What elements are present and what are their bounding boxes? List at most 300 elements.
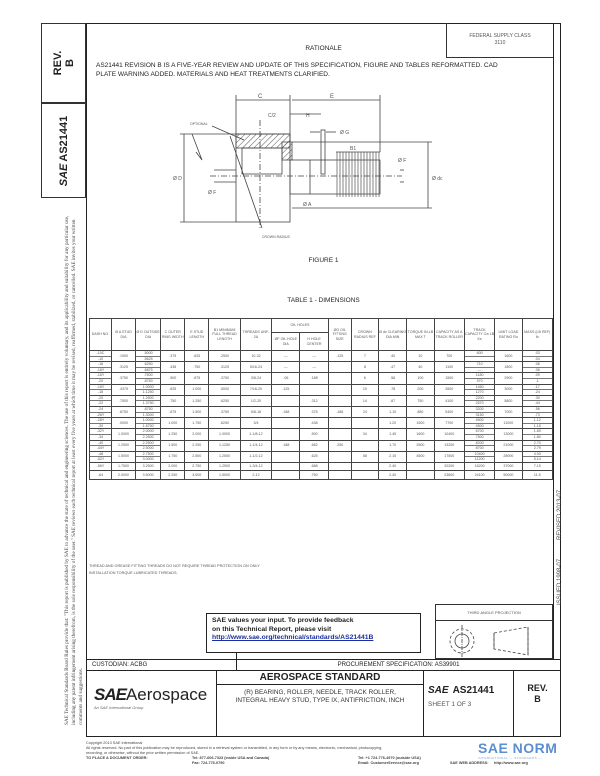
cell-cap: 17500	[434, 451, 464, 462]
cell-e: 2.500	[185, 451, 209, 462]
cell-dash	[90, 351, 112, 362]
cell-value: -10	[90, 356, 111, 362]
cell-e: 2.250	[185, 440, 209, 451]
left-rev-box	[41, 23, 86, 103]
cell-f: .06	[272, 373, 300, 384]
cell-value: 2.5000	[136, 445, 160, 451]
cell-value: -16Y	[96, 373, 105, 378]
cell-value: 4500	[465, 423, 494, 429]
cell-b1: 1.2500	[209, 451, 240, 462]
cell-torque: 10	[407, 351, 434, 362]
cell-value: .56	[534, 406, 540, 411]
cell-g	[328, 429, 351, 440]
cell-a: .3125	[111, 362, 135, 373]
projection-symbol-icon	[436, 621, 552, 659]
cell-cap: 10400	[434, 429, 464, 440]
th-thread-length: B1 MINIMUM FULL THREAD LENGTH	[209, 319, 240, 351]
cell-h: —	[300, 362, 328, 373]
cell-mass	[522, 395, 552, 406]
figure-1-drawing	[170, 90, 450, 250]
cell-cap: 1500	[434, 373, 464, 384]
table-row	[90, 362, 553, 373]
cell-value: 2.79	[523, 445, 552, 451]
cell-value: .5625	[136, 356, 160, 362]
cell-thread: 1-3/4-12	[240, 462, 271, 471]
federal-supply-class	[446, 23, 553, 58]
cell-value: -18Y	[96, 384, 105, 389]
cell-value: 1.3000	[136, 412, 160, 418]
cell-cap: 700	[434, 351, 464, 362]
standard-type-cell	[217, 671, 424, 685]
cell-crown: 7	[351, 351, 378, 362]
cell-dash	[90, 395, 112, 406]
cell-e: 2.750	[185, 462, 209, 471]
logo-cell	[86, 671, 217, 737]
right-margin-line	[553, 23, 554, 659]
cell-crown	[351, 462, 378, 471]
issued-date: ISSUED 1998-07	[557, 558, 563, 605]
label-a: Ø A	[303, 202, 312, 208]
cell-value: .06	[534, 362, 540, 367]
cell-h: .375	[300, 406, 328, 417]
cell-track	[464, 418, 494, 429]
cell-dash	[90, 362, 112, 373]
cell-value: 2.2500	[142, 440, 154, 445]
cell-thread: 7/16-20	[240, 384, 271, 395]
cell-value: 3.5000	[142, 472, 154, 477]
cell-e: 1.750	[185, 418, 209, 429]
cell-thread: 3/8-24	[240, 373, 271, 384]
cell-track	[464, 373, 494, 384]
cell-crown: 58	[351, 451, 378, 462]
cell-value: 10400	[474, 451, 485, 456]
cell-b1: .6250	[209, 418, 240, 429]
cell-e: .875	[185, 373, 209, 384]
cell-limit: 21000	[495, 440, 522, 451]
cell-dash	[90, 440, 112, 451]
cell-value: 5.14	[523, 456, 552, 462]
rationale-title: RATIONALE	[305, 45, 342, 52]
tel-us: Tel: 877-606-7323 (inside USA and Canada)	[192, 756, 270, 760]
custodian-row	[86, 659, 561, 671]
cell-a: .4375	[111, 384, 135, 395]
cell-h: .312	[300, 395, 328, 406]
rights-2: recording, or otherwise, without the prior written permission of SAE.	[86, 751, 200, 755]
cell-dc: 2.40	[379, 471, 407, 480]
dimensions-table	[89, 318, 553, 480]
cell-limit: 2900	[495, 373, 522, 384]
cell-cap: 2600	[434, 384, 464, 395]
cell-d	[136, 384, 161, 395]
sheet-number: SHEET 1 OF 3	[428, 701, 472, 708]
note-1: THREAD AND GREASE FITTING THREADS DO NOT REQUIRE THREAD PROTECTION ON ONLY	[89, 564, 260, 568]
email: Email: CustomerService@sae.org	[358, 761, 419, 765]
cell-value: 710	[476, 362, 483, 367]
cell-d	[136, 418, 161, 429]
table-row	[90, 440, 553, 451]
cell-c: 1.250	[161, 429, 185, 440]
th-torque: TORQUE IN-LB MAX T	[407, 319, 434, 351]
cell-torque	[407, 462, 434, 471]
table-row	[90, 406, 553, 417]
table-row	[90, 373, 553, 384]
cell-value: 6700	[475, 429, 484, 434]
label-optional: OPTIONAL	[190, 122, 208, 126]
cell-b1: 1.5000	[209, 471, 240, 480]
cell-a: 2.0000	[111, 471, 135, 480]
cell-limit: 1600	[495, 351, 522, 362]
cell-mass	[522, 471, 552, 480]
cell-value: -16	[97, 362, 104, 367]
cell-value: 970	[465, 378, 494, 384]
cell-thread: 1-1/8-12	[240, 429, 271, 440]
label-e: E	[330, 94, 335, 100]
cell-f	[272, 418, 300, 429]
cell-h: .625	[300, 451, 328, 462]
cell-crown: 34	[351, 429, 378, 440]
feedback-box	[206, 613, 421, 653]
label-crown-radius: CROWN RADIUS	[262, 235, 290, 239]
cell-f: .188	[272, 406, 300, 417]
cell-value: 2.7500	[142, 451, 154, 456]
cell-thread: 1-1/4-12	[240, 440, 271, 451]
cell-dc: 2.15	[379, 451, 407, 462]
cell-value: 1460	[475, 384, 484, 389]
cell-torque: 1500	[407, 418, 434, 429]
cell-mass	[522, 440, 552, 451]
table-row	[90, 395, 553, 406]
cell-g	[328, 418, 351, 429]
rights: All rights reserved. No part of this publication may be reproduced, stored in a retrieval system or transmitted, in any form or by any means, electronic, mechanical, photocopying,	[86, 746, 383, 750]
cell-b1: .3125	[209, 362, 240, 373]
cell-value: 16200	[474, 464, 485, 469]
cell-g: .250	[328, 440, 351, 451]
watermark-text: SAE NORM	[478, 740, 558, 756]
th-dash: DASH NO.	[90, 319, 112, 351]
order-label: TO PLACE A DOCUMENT ORDER:	[86, 756, 148, 760]
cell-value: .24	[523, 389, 552, 395]
cell-value: 4.00	[533, 451, 541, 456]
table-notes	[89, 563, 260, 577]
cell-d	[136, 462, 161, 471]
cell-value: .44	[523, 400, 552, 406]
cell-b1: .6250	[209, 395, 240, 406]
title-block	[86, 671, 561, 737]
cell-value: -64	[97, 472, 104, 477]
tel-intl: Tel: +1 724-776-4970 (outside USA)	[358, 756, 421, 760]
cell-value: 8200	[475, 440, 484, 445]
cell-c: .375	[161, 351, 185, 362]
cell-c: 1.750	[161, 451, 185, 462]
cell-track	[464, 462, 494, 471]
feedback-line-2: on this Technical Report, please visit	[212, 625, 332, 633]
cell-mass	[522, 429, 552, 440]
cell-value: -56Y	[96, 464, 105, 469]
cell-c: .750	[161, 395, 185, 406]
cell-value: .1	[523, 378, 552, 384]
cell-value: -44Y	[90, 445, 111, 451]
th-capacity: CAPACITY AS A TRACK ROLLER	[434, 319, 464, 351]
cell-limit: 3000	[495, 384, 522, 395]
cell-crown	[351, 471, 378, 480]
cell-dc: 1.10	[379, 406, 407, 417]
th-track-capacity: TRACK CAPACITY Cw LB Ks	[464, 319, 494, 351]
cell-cap: 20200	[434, 462, 464, 471]
cell-dc: 1.45	[379, 429, 407, 440]
rev-label: REV.	[527, 683, 548, 693]
cell-value: 3150	[465, 412, 494, 418]
cell-value: 1.0000	[142, 418, 154, 423]
cell-c: 1.000	[161, 418, 185, 429]
cell-torque	[407, 471, 434, 480]
cell-value: -48	[97, 451, 104, 456]
cell-value: 2200	[475, 395, 484, 400]
cell-dash	[90, 373, 112, 384]
cell-thread: 1-1/2-12	[240, 451, 271, 462]
cell-value: 1.69	[533, 429, 541, 434]
description-cell	[217, 685, 424, 737]
cell-mass	[522, 406, 552, 417]
cell-dash	[90, 429, 112, 440]
th-mass: MASS (LB REF) lb	[522, 319, 552, 351]
cell-f	[272, 462, 300, 471]
table-row	[90, 351, 553, 362]
cell-value: 2.0000	[142, 429, 154, 434]
cell-value: 3200	[475, 406, 484, 411]
description: (R) BEARING, ROLLER, NEEDLE, TRACK ROLLER, INTEGRAL HEAVY STUD, TYPE IX, ANTIFRICTION, INCH	[235, 689, 405, 704]
cell-b1: .3750	[209, 406, 240, 417]
cell-limit: 50000	[495, 471, 522, 480]
cell-d	[136, 406, 161, 417]
cell-g: .125	[328, 351, 351, 362]
logo-subtitle: An SAE International Group	[94, 705, 144, 710]
cell-value: 1.12	[533, 418, 541, 423]
cell-cap: 4100	[434, 395, 464, 406]
cell-torque: 100	[407, 373, 434, 384]
cell-dc: 2.40	[379, 462, 407, 471]
label-f-right: Ø F	[398, 158, 407, 164]
cell-f	[272, 471, 300, 480]
cell-value: 1.80	[523, 434, 552, 440]
cell-cap: 13200	[434, 440, 464, 451]
table-row	[90, 451, 553, 462]
cell-dash	[90, 418, 112, 429]
cell-b1: .2500	[209, 351, 240, 362]
cell-value: -10C	[96, 351, 105, 355]
doc-number: AS21441	[452, 685, 495, 696]
cell-cap: 7700	[434, 418, 464, 429]
left-rev-value: B	[63, 59, 76, 67]
cell-value: .73	[523, 412, 552, 418]
cell-crown: 10	[351, 384, 378, 395]
cell-c: 2.250	[161, 471, 185, 480]
cell-value: 1.1250	[136, 389, 160, 395]
cell-track	[464, 351, 494, 362]
cell-f	[272, 429, 300, 440]
th-outside-dia: Ø D OUTSIDE DIA	[136, 319, 161, 351]
label-d: Ø D	[173, 176, 182, 182]
cell-thread: 10-32	[240, 351, 271, 362]
cell-mass	[522, 351, 552, 362]
cell-limit: 7000	[495, 406, 522, 417]
side-notice: SAE Technical Standards Board Rules provide that: "This report is published by SAE to advance the state of technical and engineering sciences. The use of this report is entirely voluntary, and its applicability and suitability for any particular use, including any patent infringement arising therefrom, is the sole responsibility of the user." SAE reviews each technical report at least every five years at which time it may be revised, reaffirmed, stabilized, or cancelled. SAE invites your written comments and suggestions.	[64, 215, 84, 725]
cell-dash	[90, 471, 112, 480]
cell-torque: 2500	[407, 440, 434, 451]
feedback-line-1: SAE values your input. To provide feedback	[212, 617, 354, 624]
rationale-body: AS21441 REVISION B IS A FIVE-YEAR REVIEW AND UPDATE OF THIS SPECIFICATION, FIGURE AND TABLES REFORMATTED. CAD PLATE WARNING ADDED. MATERIALS AND HEAT TREATMENTS CLARIFIED.	[96, 62, 498, 78]
th-threads: THREADS UNF-2A	[240, 319, 271, 351]
web-label: SAE WEB ADDRESS:	[450, 761, 489, 765]
figure-caption: FIGURE 1	[308, 257, 339, 264]
doc-sae-mark: SAE	[428, 685, 449, 696]
cell-value: 11200	[465, 456, 494, 462]
cell-d	[136, 362, 161, 373]
cell-a: .8750	[111, 406, 135, 417]
th-oil-fitting: ØG OIL FITTING SIZE	[328, 319, 351, 351]
label-c-half: C/2	[268, 113, 276, 119]
cell-cap: 1100	[434, 362, 464, 373]
cell-dash	[90, 384, 112, 395]
cell-c: .438	[161, 362, 185, 373]
cell-d	[136, 440, 161, 451]
cell-d	[136, 351, 161, 362]
cell-e: .750	[185, 362, 209, 373]
cell-c: .875	[161, 406, 185, 417]
doc-number-cell	[424, 671, 514, 737]
cell-value: .5000	[143, 351, 153, 355]
cell-h	[300, 384, 328, 395]
cell-dc: 1.20	[379, 418, 407, 429]
cell-dc: .78	[379, 384, 407, 395]
cell-value: .06	[523, 367, 552, 373]
cell-value: .17	[534, 384, 540, 389]
cell-g	[328, 471, 351, 480]
cell-g	[328, 451, 351, 462]
cell-d	[136, 429, 161, 440]
cell-g: .188	[328, 406, 351, 417]
cell-value: .8750	[136, 378, 160, 384]
cell-mass	[522, 373, 552, 384]
cell-d	[136, 451, 161, 462]
cell-mass	[522, 384, 552, 395]
cell-h: .438	[300, 418, 328, 429]
cell-g	[328, 362, 351, 373]
cell-value: -20	[97, 395, 104, 400]
table-row	[90, 384, 553, 395]
cell-track	[464, 440, 494, 451]
label-dc: Ø dc	[432, 176, 443, 182]
cell-a: .3750	[111, 373, 135, 384]
cell-limit: 28000	[495, 451, 522, 462]
cell-g	[328, 395, 351, 406]
copyright: Copyright 2013 SAE International	[86, 741, 143, 745]
cell-c: .625	[161, 384, 185, 395]
revised-date: REVISED 2013-07	[557, 489, 563, 540]
th-stud-dia: Ø A STUD DIA	[111, 319, 135, 351]
cell-mass	[522, 451, 552, 462]
cell-value: -20	[90, 378, 111, 384]
logo-sae: SAE	[94, 685, 126, 704]
th-oil-holes: OIL HOLES	[272, 319, 329, 333]
cell-d	[136, 373, 161, 384]
cell-value: -28Y	[96, 418, 105, 423]
cell-value: 1270	[465, 389, 494, 395]
cell-value: 7500	[465, 434, 494, 440]
cell-value: 2.70	[533, 440, 541, 445]
th-limit-load: LIMIT LOAD RATING Ro	[495, 319, 522, 351]
cell-h: .688	[300, 462, 328, 471]
cell-limit: 13000	[495, 429, 522, 440]
th-stud-length: E STUD LENGTH	[185, 319, 209, 351]
projection-title: THIRD ANGLE PROJECTION	[436, 605, 552, 621]
web-address[interactable]: http://www.sae.org	[494, 761, 528, 765]
cell-value: 11.5	[533, 472, 541, 477]
label-g: Ø G	[340, 130, 350, 136]
cell-b1: .3750	[209, 373, 240, 384]
cell-g	[328, 384, 351, 395]
cell-value: .6875	[136, 367, 160, 373]
cell-value: -34	[90, 434, 111, 440]
cell-f: —	[272, 362, 300, 373]
cell-dc: .58	[379, 373, 407, 384]
cell-value: 3.2500	[142, 464, 154, 469]
cell-value: -24	[97, 406, 104, 411]
cell-dash	[90, 451, 112, 462]
cell-value: -26Y	[90, 412, 111, 418]
cell-h: .562	[300, 440, 328, 451]
cell-track	[464, 451, 494, 462]
cell-e: 1.000	[185, 384, 209, 395]
cell-e: 1.500	[185, 406, 209, 417]
cell-thread: 5/16-24	[240, 362, 271, 373]
cell-h: .500	[300, 429, 328, 440]
rev-value: B	[534, 694, 541, 704]
cell-value: .04	[523, 356, 552, 362]
cell-d	[136, 471, 161, 480]
th-oil-hole-dia: ØF OIL HOLE DIA	[272, 333, 300, 351]
cell-f: .188	[272, 440, 300, 451]
cell-c: 1.500	[161, 440, 185, 451]
left-doc-box	[41, 103, 86, 198]
standard-type: AEROSPACE STANDARD	[259, 672, 381, 683]
cell-crown	[351, 440, 378, 451]
cell-b1: 1.1250	[209, 440, 240, 451]
logo-aerospace: Aerospace	[125, 685, 208, 704]
cell-dash	[90, 406, 112, 417]
th-ring-width: C OUTER RING WIDTH	[161, 319, 185, 351]
cell-a: 1.2500	[111, 440, 135, 451]
cell-e: .625	[185, 351, 209, 362]
label-b1: B1	[350, 146, 357, 152]
cell-torque: 4500	[407, 451, 434, 462]
label-c: C	[258, 94, 263, 100]
cell-track	[464, 471, 494, 480]
fsc-label: FEDERAL SUPPLY CLASS	[469, 33, 531, 39]
cell-torque: 750	[407, 395, 434, 406]
cell-dash	[90, 462, 112, 471]
feedback-link[interactable]: http://www.sae.org/technical/standards/AS21441B	[212, 634, 374, 641]
cell-value: 1.0000	[142, 384, 154, 389]
cell-value: 600	[476, 351, 483, 356]
cell-thread: 3/4	[240, 418, 271, 429]
th-clearing-dia: Ø dc CLEARING DIA MIN	[379, 319, 407, 351]
cell-a: 1.7500	[111, 462, 135, 471]
cell-limit: 5800	[495, 395, 522, 406]
table-row	[90, 462, 553, 471]
table-row	[90, 418, 553, 429]
table-row	[90, 471, 553, 480]
cell-value: .03	[534, 351, 540, 355]
